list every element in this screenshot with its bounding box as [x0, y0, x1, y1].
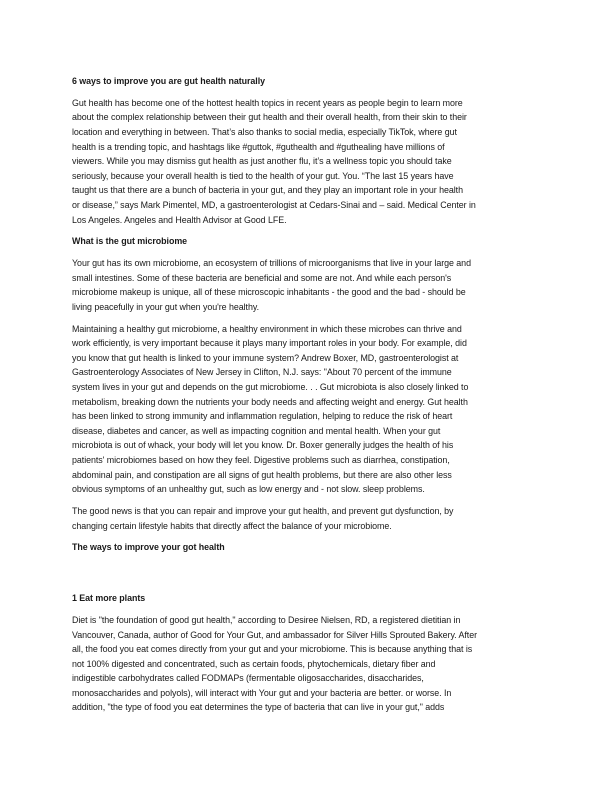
- heading-text: The ways to improve your got health: [72, 542, 225, 553]
- section-heading-eat-more-plants: [72, 591, 552, 606]
- microbiome-paragraph: [72, 256, 552, 314]
- text-line: metabolism, breaking down the nutrients your body needs and affecting weight and energy. Gut health: [72, 396, 468, 407]
- text-line: has been linked to strong immunity and inflammation regulation, helping to reduce the risk of heart: [72, 411, 453, 422]
- text-line: health is a trending topic, and hashtags like #guttok, #guthealth and #guthealing have millions of: [72, 141, 445, 152]
- text-line: microbiota is out of whack, your body will let you know. Dr. Boxer generally judges the health of his: [72, 440, 454, 451]
- text-line: work efficiently, is very important because it plays many important roles in your body. For example, did: [72, 338, 467, 349]
- text-line: not 100% digested and concentrated, such as certain foods, phytochemicals, dietary fiber and: [72, 658, 436, 669]
- text-line: taught us that there are a bunch of bacteria in your gut, and they play an important role in your health: [72, 185, 463, 196]
- text-line: The good news is that you can repair and improve your gut health, and prevent gut dysfunction, by: [72, 505, 454, 516]
- text-line: indigestible carbohydrates called FODMAPs (fermentable oligosaccharides, disaccharides,: [72, 673, 424, 684]
- maintaining-paragraph: [72, 322, 552, 497]
- text-line: Maintaining a healthy gut microbiome, a healthy environment in which these microbes can thrive and: [72, 323, 462, 334]
- text-line: small intestines. Some of these bacteria are beneficial and some are not. And while each person's: [72, 272, 452, 283]
- text-line: abdominal pain, and constipation are all signs of gut health problems, but there are also other less: [72, 469, 452, 480]
- document-page: [72, 74, 552, 722]
- section-heading-ways: [72, 540, 552, 555]
- text-line: you know that gut health is linked to your immune system? Andrew Boxer, MD, gastroenterologist at: [72, 352, 459, 363]
- section-heading-microbiome: [72, 234, 552, 249]
- heading-text: 1 Eat more plants: [72, 593, 146, 604]
- good-news-paragraph: [72, 504, 552, 533]
- text-line: Los Angeles. Angeles and Health Advisor at Good LFE.: [72, 214, 287, 225]
- text-line: Vancouver, Canada, author of Good for Your Gut, and ambassador for Silver Hills Sprouted Bakery. After: [72, 629, 478, 640]
- text-line: patients' microbiomes based on how they feel. Digestive problems such as diarrhea, constipation,: [72, 455, 450, 465]
- text-line: seriously, because your overall health is tied to the health of your gut. You. “The last 15 years have: [72, 170, 454, 181]
- text-line: all, the food you eat comes directly from your gut and your microbiome. This is because anything that is: [72, 644, 473, 655]
- text-line: changing certain lifestyle habits that directly affect the balance of your microbiome.: [72, 520, 392, 531]
- text-line: microbiome makeup is unique, all of these microscopic inhabitants - the good and the bad - should be: [72, 287, 466, 298]
- eat-more-plants-paragraph: [72, 613, 552, 715]
- text-line: viewers. While you may dismiss gut health as just another flu, it’s a wellness topic you should take: [72, 156, 452, 167]
- text-line: obvious symptoms of an unhealthy gut, such as low energy and - not slow. sleep problems.: [72, 484, 425, 495]
- text-line: or disease,” says Mark Pimentel, MD, a gastroenterologist at Cedars-Sinai and – said. Medical Center in: [72, 199, 476, 210]
- text-line: location and everything in between. That’s also thanks to social media, especially TikTok, where gut: [72, 126, 457, 137]
- text-line: Diet is "the foundation of good gut health," according to Desiree Nielsen, RD, a registered dietitian in: [72, 614, 461, 625]
- text-line: system lives in your gut and depends on the gut microbiome. . . Gut microbiota is also closely linked to: [72, 382, 469, 393]
- text-line: Gastroenterology Associates of New Jersey in Clifton, N.J. says: "About 70 percent of the immune: [72, 367, 452, 378]
- text-line: Your gut has its own microbiome, an ecosystem of trillions of microorganisms that live in your large and: [72, 258, 471, 269]
- heading-text: What is the gut microbiome: [72, 236, 188, 247]
- text-line: monosaccharides and polyols), will interact with Your gut and your bacteria are better. or worse. In: [72, 687, 452, 698]
- text-line: Gut health has become one of the hottest health topics in recent years as people begin to learn more: [72, 97, 463, 108]
- document-title: [72, 74, 552, 89]
- text-line: addition, "the type of food you eat determines the type of bacteria that can live in your gut," adds: [72, 702, 445, 713]
- heading-text: 6 ways to improve you are gut health naturally: [72, 76, 266, 86]
- empty-paragraph: [72, 562, 552, 591]
- text-line: living peacefully in your gut when you're healthy.: [72, 301, 259, 312]
- intro-paragraph: [72, 96, 552, 227]
- text-line: about the complex relationship between their gut health and their overall health, from their skin to their: [72, 112, 467, 123]
- text-line: disease, diabetes and cancer, as well as impacting cognition and mental health. When your gut: [72, 425, 441, 436]
